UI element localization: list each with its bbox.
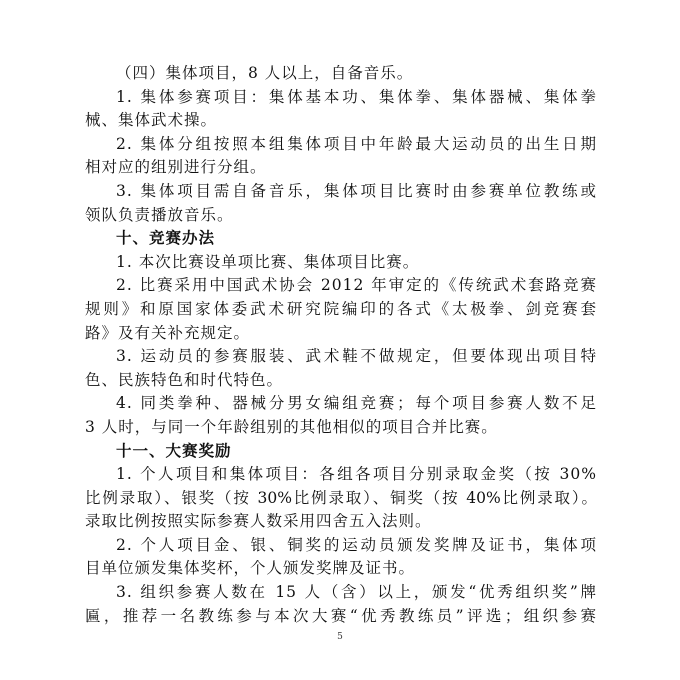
paragraph-line: 2. 集体分组按照本组集体项目中年龄最大运动员的出生日期: [116, 134, 597, 153]
paragraph-line: 2. 比赛采用中国武术协会 2012 年审定的《传统武术套路竞赛: [116, 276, 597, 295]
paragraph-line: 录取比例按照实际参赛人数采用四舍五入法则。: [85, 512, 432, 531]
paragraph-line: 相对应的组别进行分组。: [85, 158, 267, 177]
paragraph-line: 路》及有关补充规定。: [85, 323, 251, 342]
paragraph-line: 1. 个人项目和集体项目：各组各项目分别录取金奖（按 30%: [116, 465, 597, 484]
section-heading: 十一、大赛奖励: [116, 441, 232, 460]
paragraph-line: 3. 集体项目需自备音乐，集体项目比赛时由参赛单位教练或: [116, 181, 597, 200]
paragraph-line: 1. 本次比赛设单项比赛、集体项目比赛。: [116, 252, 420, 271]
section-subheading: （四）集体项目，8 人以上，自备音乐。: [116, 64, 414, 82]
paragraph-line: 3. 组织参赛人数在 15 人（含）以上，颁发“优秀组织奖”牌: [116, 583, 597, 602]
paragraph-line: 目单位颁发集体奖杯，个人颁发奖牌及证书。: [85, 559, 416, 578]
paragraph-line: 4. 同类拳种、器械分男女编组竞赛；每个项目参赛人数不足: [116, 394, 597, 413]
paragraph-line: 3 人时，与同一个年龄组别的其他相似的项目合并比赛。: [85, 417, 498, 436]
paragraph-line: 械、集体武术操。: [85, 111, 218, 130]
paragraph-line: 领队负责播放音乐。: [85, 205, 234, 224]
paragraph-line: 2. 个人项目金、银、铜奖的运动员颁发奖牌及证书，集体项: [116, 535, 597, 554]
paragraph-line: 匾，推荐一名教练参与本次大赛“优秀教练员”评选；组织参赛: [85, 606, 597, 625]
paragraph-line: 规则》和原国家体委武术研究院编印的各式《太极拳、剑竞赛套: [85, 299, 597, 318]
page-number: 5: [337, 632, 343, 642]
paragraph-line: 比例录取）、银奖（按 30%比例录取）、铜奖（按 40%比例录取）。: [85, 488, 597, 507]
paragraph-line: 3. 运动员的参赛服装、武术鞋不做规定，但要体现出项目特: [116, 347, 597, 366]
paragraph-line: 1. 集体参赛项目：集体基本功、集体拳、集体器械、集体拳: [116, 87, 597, 106]
body-text: [85, 62, 597, 628]
section-heading: 十、竞赛办法: [116, 229, 216, 248]
paragraph-line: 色、民族特色和时代特色。: [85, 370, 284, 389]
